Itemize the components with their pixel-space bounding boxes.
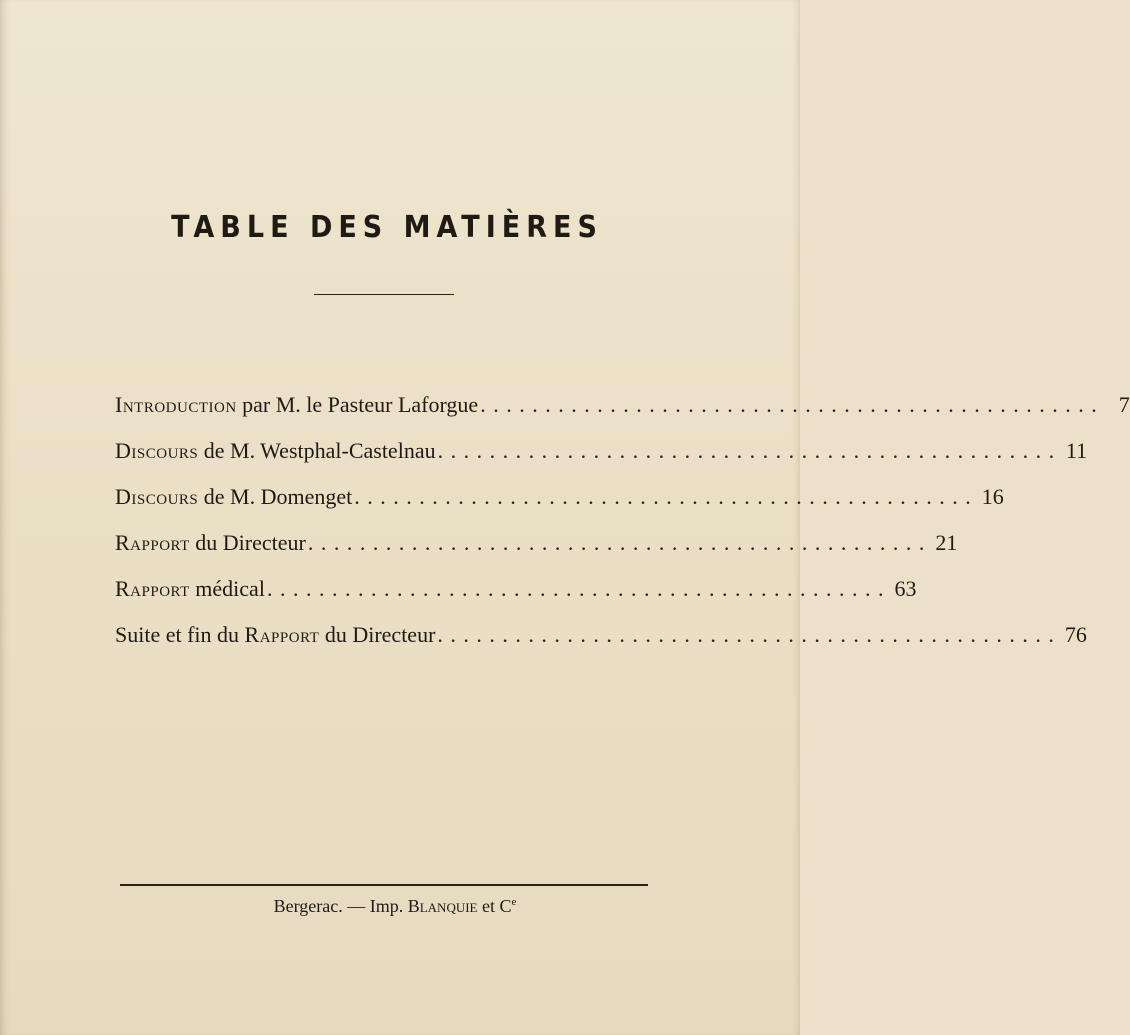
toc-entry-smallcaps: Introduction — [115, 392, 237, 417]
table-of-contents — [115, 392, 1130, 668]
toc-entry-title — [115, 438, 436, 464]
toc-page-number: 63 — [894, 576, 917, 601]
toc-entry-smallcaps: Rapport — [244, 622, 320, 647]
dot-leader: . . . . . . . . . . . . . . . . . . . . . . . . . . . . . . . . . . . . . . . . . . . . . . . . — [266, 576, 885, 601]
footer-divider — [120, 884, 648, 886]
toc-entry-title — [115, 530, 306, 556]
imprint-city: Bergerac. — Imp. — [273, 896, 408, 916]
toc-entry-title — [115, 622, 435, 648]
toc-entry-text: par M. le Pasteur Laforgue — [236, 392, 479, 417]
toc-entry-smallcaps: Discours — [115, 484, 199, 509]
toc-page-number: 11 — [1065, 438, 1088, 463]
toc-page-number: 76 — [1064, 622, 1087, 647]
dot-leader: . . . . . . . . . . . . . . . . . . . . . . . . . . . . . . . . . . . . . . . . . . . . . . . . — [437, 622, 1055, 647]
toc-entry-text: de M. Domenget — [198, 484, 353, 509]
toc-entry — [115, 622, 1087, 668]
toc-entry-title — [115, 484, 352, 510]
toc-entry — [115, 392, 1130, 438]
imprint-printer: Blanquie — [407, 896, 478, 916]
toc-entry — [115, 438, 1088, 484]
dot-leader: . . . . . . . . . . . . . . . . . . . . . . . . . . . . . . . . . . . . . . . . . . . . . . . . — [437, 438, 1056, 463]
imprint-superscript: e — [511, 896, 517, 908]
toc-entry-smallcaps: Rapport — [115, 576, 190, 601]
dot-leader: . . . . . . . . . . . . . . . . . . . . . . . . . . . . . . . . . . . . . . . . . . . . . . . . — [480, 392, 1098, 417]
toc-entry-title — [115, 392, 478, 418]
toc-entry — [115, 484, 1004, 530]
toc-page-number: 16 — [981, 484, 1004, 509]
toc-entry-text: du Directeur — [319, 622, 436, 647]
toc-page-number: 7 — [1118, 392, 1130, 417]
toc-entry-prefix: Suite et fin du — [115, 622, 245, 647]
printer-imprint — [0, 896, 790, 917]
toc-entry-text: de M. Westphal-Castelnau — [198, 438, 436, 463]
dot-leader: . . . . . . . . . . . . . . . . . . . . . . . . . . . . . . . . . . . . . . . . . . . . . . . . — [307, 530, 926, 555]
imprint-suffix: et C — [477, 896, 512, 916]
title-divider — [314, 294, 454, 295]
toc-entry-title — [115, 576, 265, 602]
toc-entry-text: du Directeur — [189, 530, 306, 555]
toc-entry — [115, 530, 958, 576]
toc-entry-smallcaps: Rapport — [115, 530, 190, 555]
page-title: TABLE DES MATIÈRES — [171, 210, 603, 245]
toc-page-number: 21 — [935, 530, 958, 555]
toc-entry — [115, 576, 917, 622]
toc-entry-text: médical — [189, 576, 265, 601]
dot-leader: . . . . . . . . . . . . . . . . . . . . . . . . . . . . . . . . . . . . . . . . . . . . . . . . — [354, 484, 972, 509]
toc-entry-smallcaps: Discours — [115, 438, 199, 463]
